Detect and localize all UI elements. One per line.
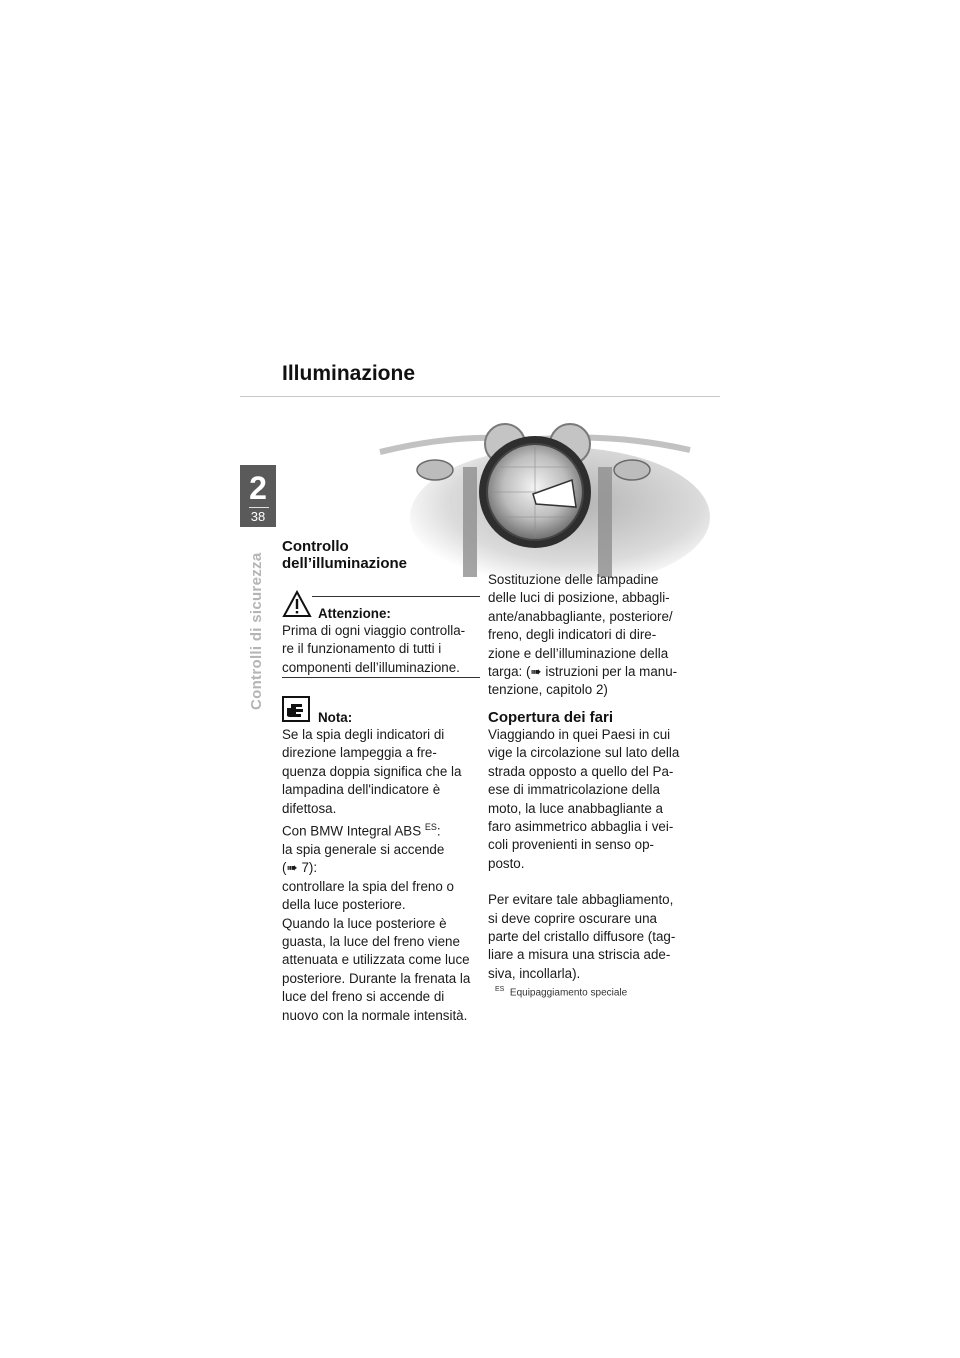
warning-top-rule <box>312 596 480 597</box>
bulb-replacement-text <box>488 571 700 700</box>
text-line: attenuata e utilizzata come luce <box>282 952 470 968</box>
text-line: lampadina dell'indicatore è <box>282 782 441 798</box>
text-line: coli provenienti in senso op- <box>488 837 654 853</box>
text-span: 7): <box>301 860 318 876</box>
text-line: Per evitare tale abbagliamento, <box>488 892 674 908</box>
text-span: ( <box>282 860 287 876</box>
section-heading-controllo <box>282 538 407 572</box>
text-span: Con BMW Integral ABS <box>282 823 422 839</box>
text-line: faro asimmetrico abbaglia i vei- <box>488 819 674 835</box>
text-line: luce del freno si accende di <box>282 989 445 1005</box>
text-line: freno, degli indicatori di dire- <box>488 627 657 643</box>
warning-label: Attenzione: <box>318 606 391 621</box>
text-span: istruzioni per la manu- <box>545 664 678 680</box>
text-line: quenza doppia significa che la <box>282 763 462 779</box>
note-hand-icon <box>282 696 310 722</box>
reference-arrow-icon: ➠ <box>286 860 298 876</box>
paragraph-spacer <box>488 873 700 891</box>
text-line: delle luci di posizione, abbagli- <box>488 590 670 606</box>
text-line: vige la circolazione sul lato della <box>488 745 680 761</box>
title-divider <box>240 396 720 397</box>
side-chapter-label: Controlli di sicurezza <box>248 552 265 710</box>
text-line: Quando la luce posteriore è <box>282 915 447 931</box>
text-line: nuovo con la normale intensità. <box>282 1007 468 1023</box>
text-line: zione e dell’illuminazione della <box>488 645 669 661</box>
text-span: : <box>436 823 441 839</box>
text-line: difettosa. <box>282 800 337 816</box>
text-line: Se la spia degli indicatori di <box>282 727 445 742</box>
text-line-ref <box>282 859 487 877</box>
text-line: liare a misura una striscia ade- <box>488 947 671 963</box>
text-line: tenzione, capitolo 2) <box>488 682 608 698</box>
text-line: re il funzionamento di tutti i <box>282 641 442 657</box>
special-equipment-superscript: ES <box>424 822 437 833</box>
text-line: parte del cristallo diffusore (tag- <box>488 929 676 945</box>
headlight-cover-text <box>488 726 700 983</box>
section-heading-line: dell’illuminazione <box>282 555 408 572</box>
text-line: la spia generale si accende <box>282 841 445 857</box>
text-line: posto. <box>488 855 525 871</box>
text-line: Viaggiando in quei Paesi in cui <box>488 727 671 742</box>
text-span: targa: ( <box>488 664 531 680</box>
text-line: strada opposto a quello del Pa- <box>488 763 674 779</box>
text-line: componenti dell’illuminazione. <box>282 659 460 675</box>
warning-triangle-icon <box>282 590 312 618</box>
page-number: 38 <box>250 509 266 524</box>
section-heading-line: Controllo <box>282 538 349 555</box>
text-line-ref <box>488 663 700 681</box>
text-line: moto, la luce anabbagliante a <box>488 800 663 816</box>
text-line-abs <box>282 818 487 841</box>
page-title: Illuminazione <box>282 362 416 385</box>
text-line: controllare la spia del freno o <box>282 878 454 894</box>
note-label: Nota: <box>318 710 353 725</box>
chapter-number: 2 <box>249 470 267 506</box>
text-line: direzione lampeggia a fre- <box>282 745 437 761</box>
note-text <box>282 726 487 1025</box>
text-line: Prima di ogni viaggio controlla- <box>282 623 466 638</box>
footnote <box>495 986 627 998</box>
text-line: Sostituzione delle lampadine <box>488 572 659 587</box>
text-line: ese di immatricolazione della <box>488 782 660 798</box>
warning-bottom-rule <box>282 677 480 678</box>
text-line: guasta, la luce del freno viene <box>282 933 460 949</box>
section-heading-copertura: Copertura dei fari <box>488 709 614 726</box>
text-line: siva, incollarla). <box>488 965 581 981</box>
text-line: ante/anabbagliante, posteriore/ <box>488 608 673 624</box>
text-line: della luce posteriore. <box>282 897 406 913</box>
warning-text <box>282 622 482 677</box>
text-line: posteriore. Durante la frenata la <box>282 970 471 986</box>
footnote-text: Equipaggiamento speciale <box>509 987 628 999</box>
reference-arrow-icon: ➠ <box>530 664 542 680</box>
motorcycle-headlight-illustration <box>360 412 720 577</box>
footnote-superscript: ES <box>495 986 505 993</box>
chapter-tab-divider <box>249 507 269 508</box>
text-line: si deve coprire oscurare una <box>488 910 657 926</box>
